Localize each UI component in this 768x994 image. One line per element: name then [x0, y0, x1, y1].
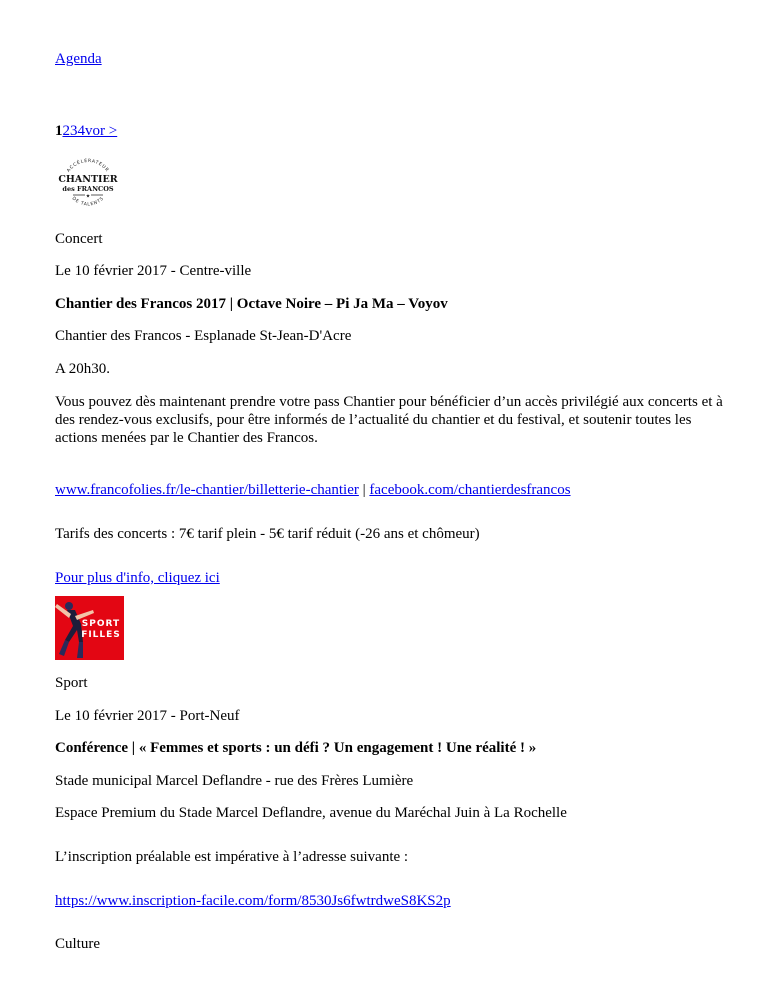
- more-info-link[interactable]: Pour plus d'info, cliquez ici: [55, 570, 220, 586]
- agenda-link[interactable]: Agenda: [55, 51, 102, 67]
- star-icon: ★: [85, 194, 91, 200]
- event-description: Vous pouvez dès maintenant prendre votre pass Chantier pour bénéficier d’un accès privilégié aux concerts et à des rendez-vous exclusifs, pour être informés de l’actualité du chantier et du festival, et soutenir toutes les actions menées par le Chantier des Francos.: [55, 394, 723, 446]
- event-detail: Espace Premium du Stade Marcel Deflandre, avenue du Maréchal Juin à La Rochelle: [55, 805, 567, 821]
- event-date-line: Le 10 février 2017 - Port-Neuf: [55, 708, 240, 724]
- pagination-page-2[interactable]: 2: [62, 123, 70, 139]
- event-category: Concert: [55, 231, 103, 247]
- sport-filles-logo: [55, 596, 124, 660]
- pagination-page-3[interactable]: 3: [70, 123, 78, 139]
- pagination-current: 1: [55, 123, 63, 139]
- logo-main-text-2: des FRANCOS: [62, 185, 114, 193]
- event-venue: Stade municipal Marcel Deflandre - rue des Frères Lumière: [55, 773, 414, 789]
- event-title: Conférence | « Femmes et sports : un défi ? Un engagement ! Une réalité ! »: [55, 740, 537, 756]
- registration-note: L’inscription préalable est impérative à l’adresse suivante :: [55, 849, 409, 865]
- event-time: A 20h30.: [55, 361, 111, 377]
- registration-link[interactable]: https://www.inscription-facile.com/form/8530Js6fwtrdweS8KS2p: [55, 893, 451, 909]
- chantier-des-francos-logo: [55, 152, 121, 218]
- sport-logo-line1: SPORT: [81, 619, 121, 629]
- pagination-page-4[interactable]: 4: [77, 123, 85, 139]
- sport-logo-line2: FILLES: [81, 630, 121, 640]
- svg-text:ACCÉLÉRATEUR: [66, 156, 111, 173]
- pagination: [55, 122, 117, 140]
- event-venue: Chantier des Francos - Esplanade St-Jean-D'Acre: [55, 328, 352, 344]
- logo-arc-bottom-text: DE TALENTS: [70, 196, 106, 208]
- event-date-line: Le 10 février 2017 - Centre-ville: [55, 263, 252, 279]
- logo-main-text-1: CHANTIER: [58, 174, 118, 185]
- pagination-next-link[interactable]: vor >: [85, 123, 118, 139]
- event-links: [55, 481, 571, 499]
- event-prices: Tarifs des concerts : 7€ tarif plein - 5€ tarif réduit (-26 ans et chômeur): [55, 526, 480, 542]
- event-category: Sport: [55, 675, 88, 691]
- facebook-link[interactable]: facebook.com/chantierdesfrancos: [369, 482, 571, 498]
- link-separator: |: [358, 482, 370, 498]
- logo-arc-top-text: ACCÉLÉRATEUR: [66, 158, 110, 174]
- event-category: Culture: [55, 936, 100, 952]
- event-title: Chantier des Francos 2017 | Octave Noire – Pi Ja Ma – Voyov: [55, 296, 448, 312]
- billetterie-link[interactable]: www.francofolies.fr/le-chantier/billetterie-chantier: [55, 482, 359, 498]
